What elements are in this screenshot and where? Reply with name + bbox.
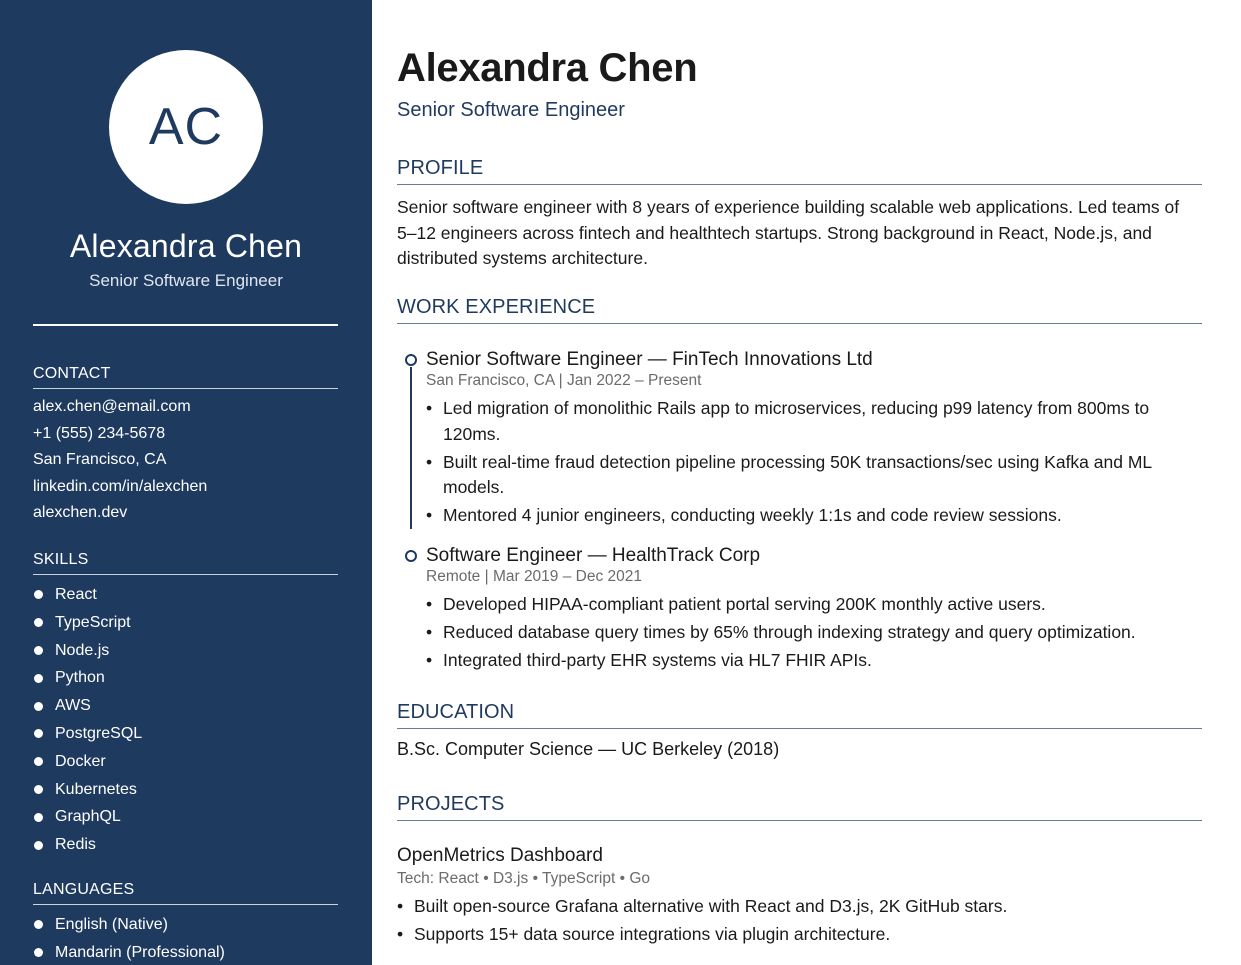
project-tech-item: TypeScript bbox=[542, 870, 616, 887]
skill-label: Python bbox=[55, 669, 105, 687]
education-degree: B.Sc. Computer Science bbox=[397, 739, 594, 759]
job-entry bbox=[397, 349, 1202, 531]
bullet-dot-icon bbox=[34, 841, 43, 850]
meta-separator: | bbox=[484, 568, 489, 585]
project-bullet: • Built open-source Grafana alternative with React and D3.js, 2K GitHub stars. bbox=[397, 894, 1202, 920]
skills-section bbox=[33, 551, 338, 859]
skill-item bbox=[33, 692, 338, 720]
job-meta bbox=[426, 568, 1202, 586]
job-header bbox=[426, 545, 1202, 567]
sidebar-name: Alexandra Chen bbox=[69, 228, 303, 264]
skills-list bbox=[33, 581, 338, 859]
project-bullet: • Supports 15+ data source integrations via plugin architecture. bbox=[397, 922, 1202, 948]
skill-label: GraphQL bbox=[55, 808, 121, 826]
timeline-circle-icon bbox=[405, 354, 417, 366]
job-title: Senior Software Engineer bbox=[397, 99, 625, 121]
bullet-dot-icon bbox=[34, 674, 43, 683]
skill-label: Docker bbox=[55, 752, 106, 770]
bullet-dot-icon bbox=[34, 729, 43, 738]
job-header bbox=[426, 349, 1202, 371]
job-bullet: • Developed HIPAA-compliant patient portal serving 200K monthly active users. bbox=[426, 592, 1202, 618]
education-heading: EDUCATION bbox=[397, 701, 1202, 729]
timeline-circle-icon bbox=[405, 550, 417, 562]
languages-heading: LANGUAGES bbox=[33, 881, 338, 905]
skill-label: TypeScript bbox=[55, 613, 131, 631]
skill-item bbox=[33, 776, 338, 804]
job-location: Remote bbox=[426, 568, 481, 585]
job-dates: Mar 2019 – Dec 2021 bbox=[492, 568, 643, 585]
page-title: Alexandra Chen bbox=[397, 46, 698, 90]
meta-separator: | bbox=[558, 372, 563, 389]
job-entry bbox=[397, 545, 1202, 676]
language-label: Mandarin (Professional) bbox=[55, 943, 225, 961]
project-tech-item: D3.js bbox=[492, 870, 529, 887]
bullet-dot-icon bbox=[34, 590, 43, 599]
bullet-dot-icon bbox=[34, 785, 43, 794]
contact-linkedin[interactable]: linkedin.com/in/alexchen bbox=[33, 477, 208, 495]
experience-heading: WORK EXPERIENCE bbox=[397, 296, 1202, 324]
job-bullet: • Reduced database query times by 65% through indexing strategy and query optimization. bbox=[426, 620, 1202, 646]
bullet-dot-icon bbox=[34, 646, 43, 655]
language-item bbox=[33, 939, 338, 965]
sidebar-divider bbox=[33, 324, 338, 326]
skill-item bbox=[33, 720, 338, 748]
skill-item bbox=[33, 664, 338, 692]
languages-list bbox=[33, 911, 338, 965]
project-name: OpenMetrics Dashboard bbox=[397, 845, 603, 866]
bullet-dot-icon bbox=[34, 948, 43, 957]
skill-label: Kubernetes bbox=[55, 780, 137, 798]
bullet-dot-icon bbox=[34, 757, 43, 766]
job-role: Senior Software Engineer bbox=[426, 349, 643, 370]
avatar-initials: AC bbox=[148, 98, 224, 156]
skill-label: PostgreSQL bbox=[55, 724, 143, 742]
skill-item bbox=[33, 581, 338, 609]
contact-location: San Francisco, CA bbox=[33, 451, 167, 469]
project-tech-label: Tech: bbox=[397, 870, 435, 887]
avatar bbox=[109, 50, 263, 204]
skill-item bbox=[33, 609, 338, 637]
language-item bbox=[33, 911, 338, 939]
skill-item bbox=[33, 637, 338, 665]
job-company: — HealthTrack Corp bbox=[587, 545, 761, 566]
skill-item bbox=[33, 803, 338, 831]
job-company: — FinTech Innovations Ltd bbox=[647, 349, 873, 370]
education-entry bbox=[397, 739, 779, 760]
skill-label: Redis bbox=[55, 836, 96, 854]
skill-item bbox=[33, 831, 338, 859]
project-tech-item: Go bbox=[629, 870, 651, 887]
skill-label: Node.js bbox=[55, 641, 110, 659]
languages-section bbox=[33, 881, 338, 965]
skill-label: React bbox=[55, 586, 97, 603]
skills-heading: SKILLS bbox=[33, 551, 338, 575]
job-dates: Jan 2022 – Present bbox=[567, 372, 702, 389]
sidebar-title: Senior Software Engineer bbox=[89, 271, 283, 290]
contact-phone[interactable]: +1 (555) 234-5678 bbox=[33, 424, 166, 442]
job-bullet: • Mentored 4 junior engineers, conducting weekly 1:1s and code review sessions. bbox=[426, 503, 1202, 529]
contact-heading: CONTACT bbox=[33, 365, 338, 389]
tech-separator: • bbox=[532, 870, 539, 887]
bullet-dot-icon bbox=[34, 813, 43, 822]
job-bullets bbox=[426, 396, 1202, 529]
job-bullet: • Led migration of monolithic Rails app to microservices, reducing p99 latency from 800ms to 120ms. bbox=[426, 396, 1202, 447]
contact-section bbox=[33, 365, 338, 527]
job-location: San Francisco, CA bbox=[426, 372, 555, 389]
job-role: Software Engineer bbox=[426, 545, 583, 566]
tech-separator: • bbox=[619, 870, 626, 887]
tech-separator: • bbox=[483, 870, 489, 887]
education-school: — UC Berkeley bbox=[598, 739, 723, 759]
job-meta bbox=[426, 372, 1202, 390]
language-label: English (Native) bbox=[55, 916, 168, 933]
contact-website[interactable]: alexchen.dev bbox=[33, 504, 128, 522]
job-bullet: • Integrated third-party EHR systems via HL7 FHIR APIs. bbox=[426, 648, 1202, 674]
skill-item bbox=[33, 748, 338, 776]
contact-email[interactable]: alex.chen@email.com bbox=[33, 398, 191, 415]
sidebar bbox=[0, 0, 372, 965]
timeline-line bbox=[410, 367, 412, 529]
project-bullets bbox=[397, 894, 1202, 950]
project-tech bbox=[397, 870, 650, 888]
skill-label: AWS bbox=[55, 697, 91, 715]
profile-heading: PROFILE bbox=[397, 157, 1202, 185]
profile-text: Senior software engineer with 8 years of experience building scalable web applications. Led teams of 5–12 engineers across fintech and healthtech startups. Strong background in React, Node.js, and distributed systems architecture. bbox=[397, 197, 1180, 269]
bullet-dot-icon bbox=[34, 618, 43, 627]
job-bullets bbox=[426, 592, 1202, 674]
project-tech-item: React bbox=[438, 870, 479, 887]
contact-list bbox=[33, 394, 338, 527]
projects-heading: PROJECTS bbox=[397, 793, 1202, 821]
bullet-dot-icon bbox=[34, 920, 43, 929]
education-year: (2018) bbox=[727, 739, 780, 759]
job-bullet: • Built real-time fraud detection pipeline processing 50K transactions/sec using Kafka and ML models. bbox=[426, 450, 1202, 501]
bullet-dot-icon bbox=[34, 702, 43, 711]
